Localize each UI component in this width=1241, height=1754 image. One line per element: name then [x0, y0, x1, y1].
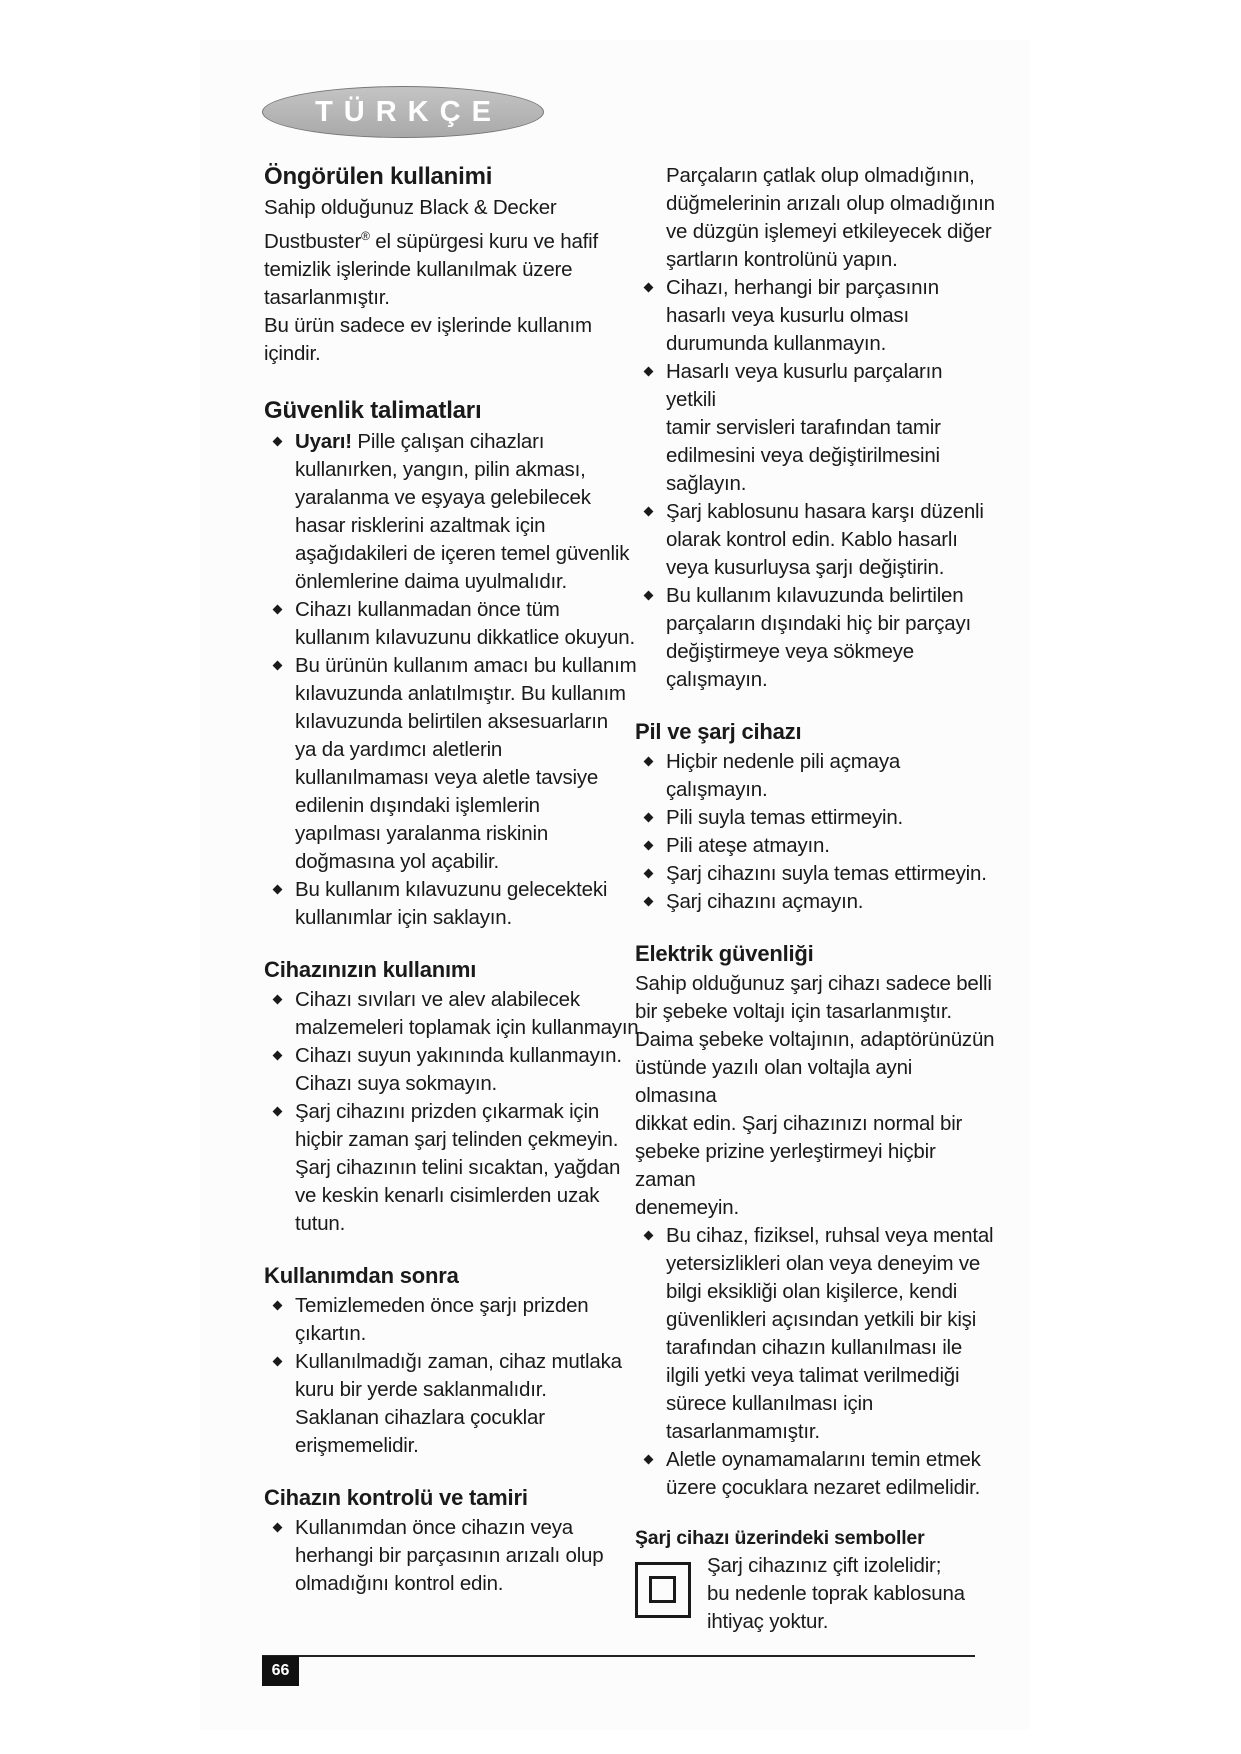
- language-tab: [262, 86, 544, 138]
- bullet-icon: [644, 507, 654, 517]
- registered-mark: ®: [361, 229, 370, 243]
- device-use-section: [264, 954, 644, 1238]
- symbols-section: [635, 1524, 995, 1642]
- battery-list: [635, 748, 995, 916]
- list-item: Bu cihaz, fiziksel, ruhsal veya mental yetersizlikleri olan veya deneyim ve bilgi eksikliği olan kişilerce, kendi güvenlikleri açısından yetkili bir kişi tarafından cihazın kullanılması ile ilgili yetki veya talimat verilmediği sürece kullanılması için tasarlanmamıştır.: [635, 1222, 995, 1446]
- intended-use-paragraph-1: Sahip olduğunuz Black & Decker Dustbuster® el süpürgesi kuru ve hafif temizlik işlerinde kullanılmak üzere tasarlanmıştır.: [264, 196, 598, 309]
- symbol-description: Şarj cihazınız çift izolelidir; bu nedenle toprak kablosuna ihtiyaç yoktur.: [707, 1554, 965, 1633]
- right-column: [635, 162, 995, 1642]
- bullet-icon: [644, 841, 654, 851]
- list-item: Cihazı sıvıları ve alev alabilecek malzemeleri toplamak için kullanmayın.: [264, 986, 644, 1042]
- list-item: Pili suyla temas ettirmeyin.: [635, 804, 995, 832]
- intended-use-section: [264, 160, 644, 368]
- battery-title: Pil ve şarj cihazı: [635, 719, 802, 744]
- battery-section: [635, 716, 995, 916]
- safety-list: [264, 428, 644, 932]
- list-item: Cihazı kullanmadan önce tüm kullanım kılavuzunu dikkatlice okuyun.: [264, 596, 644, 652]
- list-item: Aletle oynamamalarını temin etmek üzere çocuklara nezaret edilmelidir.: [635, 1446, 995, 1502]
- page-number: 66: [262, 1656, 299, 1686]
- bullet-icon: [644, 869, 654, 879]
- double-insulation-icon: [635, 1562, 691, 1618]
- list-item: Cihazı, herhangi bir parçasının hasarlı veya kusurlu olması durumunda kullanmayın.: [635, 274, 995, 358]
- language-label: TÜRKÇE: [315, 95, 502, 128]
- device-use-list: [264, 986, 644, 1238]
- list-item: Şarj cihazını suyla temas ettirmeyin.: [635, 860, 995, 888]
- electrical-section: [635, 938, 995, 1502]
- list-item: Uyarı! Pille çalışan cihazları kullanırken, yangın, pilin akması, yaralanma ve eşyaya gelebilecek hasar risklerini azaltmak için aşağıdakileri de içeren temel güvenlik önlemlerine daima uyulmalıdır.: [264, 428, 644, 596]
- list-item: Şarj cihazını prizden çıkarmak için hiçbir zaman şarj telinden çekmeyin. Şarj cihazının telini sıcaktan, yağdan ve keskin kenarlı cisimlerden uzak tutun.: [264, 1098, 644, 1238]
- bullet-icon: [644, 1231, 654, 1241]
- list-item: Kullanımdan önce cihazın veya herhangi bir parçasının arızalı olup olmadığını kontrol edin.: [264, 1514, 644, 1598]
- bullet-icon: [273, 436, 283, 446]
- bullet-icon: [644, 897, 654, 907]
- inspection-section: [264, 1482, 644, 1598]
- electrical-list: [635, 1222, 995, 1502]
- list-item: Cihazı suyun yakınında kullanmayın. Cihazı suya sokmayın.: [264, 1042, 644, 1098]
- list-item: Hiçbir nedenle pili açmaya çalışmayın.: [635, 748, 995, 804]
- bullet-icon: [644, 1455, 654, 1465]
- bullet-icon: [273, 1356, 283, 1366]
- list-item: Kullanılmadığı zaman, cihaz mutlaka kuru bir yerde saklanmalıdır. Saklanan cihazlara çocuklar erişmemelidir.: [264, 1348, 644, 1460]
- bullet-icon: [644, 367, 654, 377]
- after-use-title: Kullanımdan sonra: [264, 1262, 459, 1288]
- list-item: Hasarlı veya kusurlu parçaların yetkili tamir servisleri tarafından tamir edilmesini veya değiştirilmesini sağlayın.: [635, 358, 995, 498]
- safety-title: Güvenlik talimatları: [264, 396, 482, 424]
- bullet-icon: [644, 813, 654, 823]
- bullet-icon: [273, 604, 283, 614]
- bullet-icon: [273, 1300, 283, 1310]
- bullet-icon: [644, 283, 654, 293]
- list-item: Şarj kablosunu hasara karşı düzenli olarak kontrol edin. Kablo hasarlı veya kusurluysa şarjı değiştirin.: [635, 498, 995, 582]
- electrical-title: Elektrik güvenliği: [635, 941, 814, 966]
- list-item: Bu ürünün kullanım amacı bu kullanım kılavuzunda anlatılmıştır. Bu kullanım kılavuzunda belirtilen aksesuarların ya da yardımcı aletlerin kullanılmaması veya aletle tavsiye edilenin dışındaki işlemlerin yapılması yaralanma riskinin doğmasına yol açabilir.: [264, 652, 644, 876]
- inspection-list: [264, 1514, 644, 1598]
- bullet-icon: [273, 1050, 283, 1060]
- bullet-icon: [273, 1106, 283, 1116]
- intended-use-title: Öngörülen kullanimi: [264, 163, 493, 190]
- bullet-icon: [644, 591, 654, 601]
- bullet-icon: [273, 1522, 283, 1532]
- device-use-title: Cihazınızın kullanımı: [264, 956, 477, 982]
- after-use-section: [264, 1260, 644, 1460]
- bullet-icon: [273, 660, 283, 670]
- electrical-paragraph: Sahip olduğunuz şarj cihazı sadece belli bir şebeke voltajı için tasarlanmıştır. Daima şebeke voltajının, adaptörünüzün üstünde yazılı olan voltajla ayni olmasına dikkat edin. Şarj cihazınızı normal bir şebeke prizine yerleştirmeyi hiçbir zaman denemeyin.: [635, 972, 995, 1219]
- symbols-title: Şarj cihazı üzerindeki semboller: [635, 1527, 925, 1549]
- bullet-icon: [273, 884, 283, 894]
- symbol-row: [635, 1552, 995, 1642]
- inspection-title: Cihazın kontrolü ve tamiri: [264, 1484, 528, 1510]
- left-column: [264, 160, 644, 1598]
- list-item: Bu kullanım kılavuzunu gelecekteki kullanımlar için saklayın.: [264, 876, 644, 932]
- inspection-list-continued: [635, 274, 995, 694]
- inspection-continuation: Parçaların çatlak olup olmadığının, düğmelerinin arızalı olup olmadığının ve düzgün işlemeyi etkileyecek diğer şartların kontrolünü yapın.: [666, 164, 995, 271]
- list-item: Temizlemeden önce şarjı prizden çıkartın.: [264, 1292, 644, 1348]
- list-item: Bu kullanım kılavuzunda belirtilen parçaların dışındaki hiç bir parçayı değiştirmeye veya sökmeye çalışmayın.: [635, 582, 995, 694]
- safety-section: [264, 394, 644, 932]
- intended-use-paragraph-2: Bu ürün sadece ev işlerinde kullanım içindir.: [264, 313, 592, 365]
- footer-rule: [262, 1655, 975, 1657]
- list-item: Şarj cihazını açmayın.: [635, 888, 995, 916]
- after-use-list: [264, 1292, 644, 1460]
- warning-label: Uyarı!: [295, 429, 352, 453]
- bullet-icon: [644, 757, 654, 767]
- list-item: Pili ateşe atmayın.: [635, 832, 995, 860]
- bullet-icon: [273, 994, 283, 1004]
